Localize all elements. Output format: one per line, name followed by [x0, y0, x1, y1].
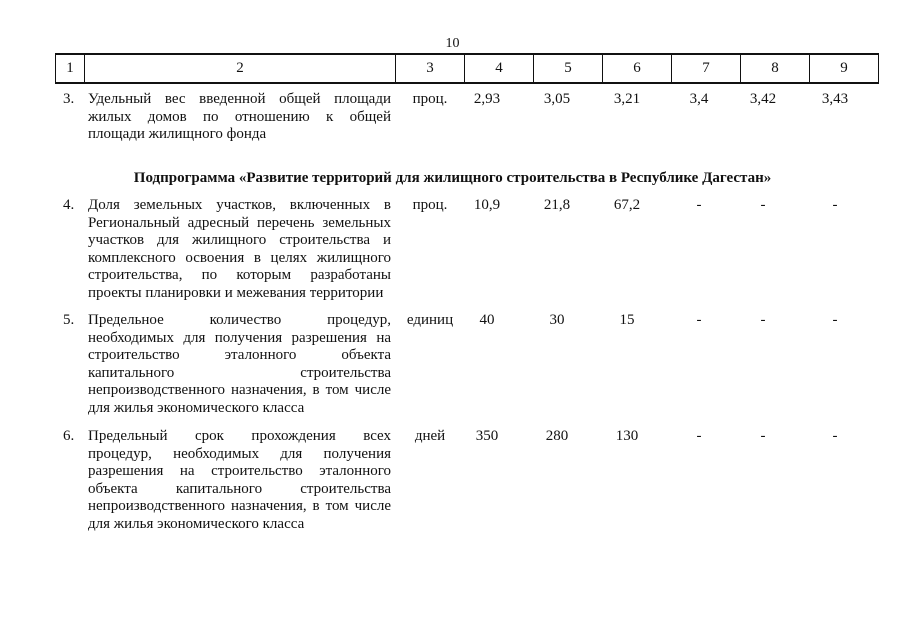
row-value: -: [696, 428, 702, 444]
row-number: 6.: [63, 428, 75, 444]
row-unit: единиц: [406, 312, 454, 328]
row-value: 40: [479, 312, 495, 328]
page-number: 10: [445, 36, 460, 51]
row-value: 280: [545, 428, 569, 444]
row-value: -: [760, 312, 766, 328]
description-line: непроизводственного назначения, в том числе: [88, 498, 391, 514]
row-value: 3,21: [613, 91, 641, 107]
row-value: -: [696, 312, 702, 328]
row-value: 2,93: [473, 91, 501, 107]
column-header-cell: 6: [603, 54, 672, 83]
description-line: участков для жилищного строительства и: [88, 232, 391, 248]
column-header-cell: 1: [56, 54, 85, 83]
row-value: 3,4: [689, 91, 709, 107]
row-number: 5.: [63, 312, 75, 328]
column-header-cell: 3: [396, 54, 465, 83]
description-line: необходимых для получения разрешения на: [88, 329, 391, 346]
column-header-cell: 5: [534, 54, 603, 83]
description-line: процедур, необходимых для получения: [88, 445, 391, 462]
column-header-cell: 9: [810, 54, 879, 83]
column-header-cell: 8: [741, 54, 810, 83]
description-line: капитального строительства: [88, 364, 391, 381]
description-line: для жилья экономического класса: [88, 399, 305, 416]
column-header-cell: 2: [85, 54, 396, 83]
description-line: жилых домов по отношению к общей: [88, 108, 391, 125]
column-header-cell: 4: [465, 54, 534, 83]
row-value: 10,9: [473, 197, 501, 213]
row-value: 67,2: [613, 197, 641, 213]
column-header-row: [56, 54, 879, 83]
description-line: проекты планировки и межевания территории: [88, 284, 384, 301]
row-value: -: [696, 197, 702, 213]
row-description: [88, 91, 391, 144]
column-header-cell: 7: [672, 54, 741, 83]
row-unit: проц.: [412, 91, 448, 107]
subprogram-heading: Подпрограмма «Развитие территорий для жилищного строительства в Республике Дагестан»: [133, 170, 772, 186]
row-value: 21,8: [543, 197, 571, 213]
row-value: 30: [549, 312, 565, 328]
row-value: 3,43: [821, 91, 849, 107]
row-value: 3,42: [749, 91, 777, 107]
description-line: строительство эталонного объекта: [88, 347, 391, 363]
description-line: для жилья экономического класса: [88, 515, 305, 532]
description-line: комплексного освоения в целях жилищного: [88, 249, 391, 266]
row-unit: дней: [414, 428, 446, 444]
row-number: 4.: [63, 197, 75, 213]
column-header-table: [55, 53, 879, 84]
description-line: Удельный вес введенной общей площади: [88, 91, 391, 107]
description-line: непроизводственного назначения, в том числе: [88, 382, 391, 398]
row-value: -: [760, 197, 766, 213]
description-line: Региональный адресный перечень земельных: [88, 214, 391, 231]
row-value: -: [832, 428, 838, 444]
row-number: 3.: [63, 91, 75, 107]
row-value: 130: [615, 428, 639, 444]
row-description: [88, 312, 391, 417]
row-description: [88, 197, 391, 302]
row-unit: проц.: [412, 197, 448, 213]
row-description: [88, 428, 391, 533]
description-line: разрешения на строительство эталонного: [88, 463, 391, 479]
description-line: Предельное количество процедур,: [88, 312, 391, 328]
description-line: Доля земельных участков, включенных в: [88, 197, 391, 213]
row-value: 350: [475, 428, 499, 444]
row-value: -: [832, 197, 838, 213]
description-line: Предельный срок прохождения всех: [88, 428, 391, 444]
description-line: объекта капитального строительства: [88, 480, 391, 497]
description-line: площади жилищного фонда: [88, 126, 267, 142]
row-value: -: [760, 428, 766, 444]
row-value: 15: [619, 312, 635, 328]
description-line: строительства, по которым разработаны: [88, 267, 391, 283]
row-value: 3,05: [543, 91, 571, 107]
row-value: -: [832, 312, 838, 328]
